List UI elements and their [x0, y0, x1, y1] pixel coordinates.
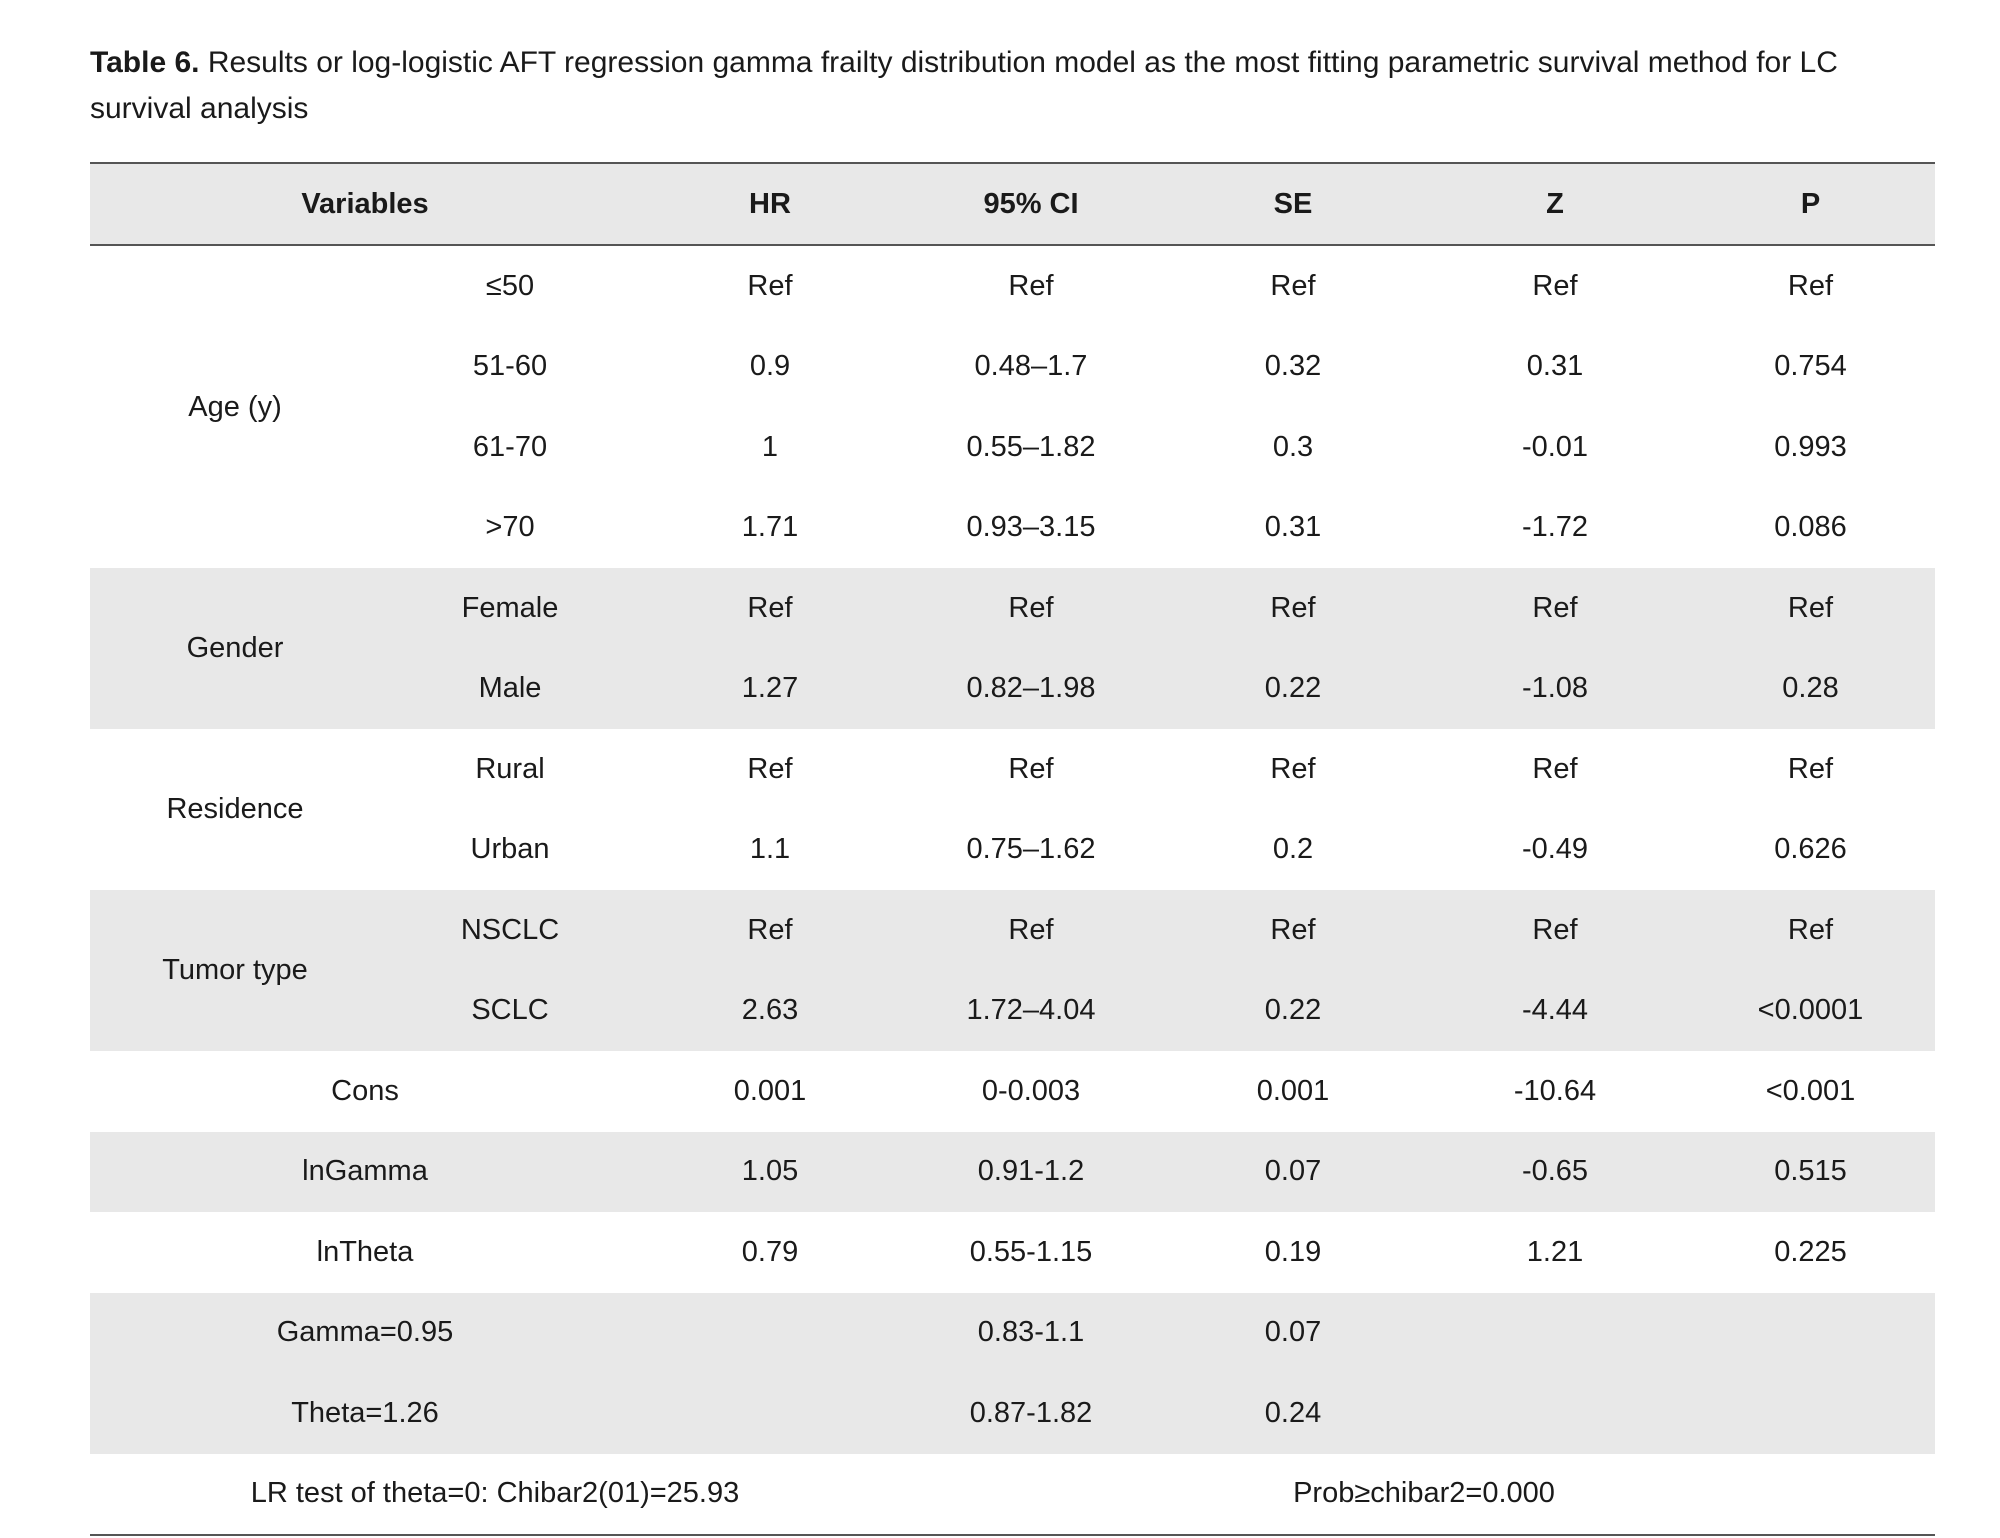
empty-cell — [1686, 1454, 1935, 1536]
level-cell: Female — [380, 568, 640, 649]
se-cell: 0.07 — [1162, 1132, 1424, 1213]
p-cell: 0.754 — [1774, 350, 1847, 383]
se-cell: 0.32 — [1264, 350, 1322, 383]
header-z: Z — [1424, 163, 1686, 245]
z-cell: 1.21 — [1526, 1235, 1584, 1268]
header-se: SE — [1162, 163, 1424, 245]
p-cell: Ref — [1686, 568, 1935, 649]
se-cell: 0.07 — [1162, 1293, 1424, 1374]
hr-cell: 1.71 — [741, 511, 799, 544]
p-cell: 0.515 — [1686, 1132, 1935, 1213]
ci-cell: 0.48–1.7 — [974, 350, 1088, 383]
table-row — [90, 568, 1935, 649]
table-row — [90, 890, 1935, 971]
table-caption — [90, 40, 1930, 132]
p-cell — [1686, 1373, 1935, 1454]
hr-cell: Ref — [640, 890, 900, 971]
level-cell: NSCLC — [380, 890, 640, 971]
p-cell: <0.0001 — [1686, 971, 1935, 1052]
level-cell: 51-60 — [472, 350, 548, 383]
table-row — [90, 1051, 1935, 1132]
hr-cell: Ref — [640, 568, 900, 649]
ci-cell: 1.72–4.04 — [900, 971, 1162, 1052]
ci-cell: 0.87-1.82 — [900, 1373, 1162, 1454]
z-cell: 0.31 — [1526, 350, 1584, 383]
p-cell: 0.626 — [1774, 833, 1847, 866]
se-cell: 0.24 — [1162, 1373, 1424, 1454]
z-cell: -1.72 — [1521, 511, 1589, 544]
level-cell: Rural — [475, 752, 545, 785]
header-hr: HR — [640, 163, 900, 245]
ci-cell: 0.93–3.15 — [966, 511, 1096, 544]
hr-cell: 2.63 — [640, 971, 900, 1052]
z-cell: -10.64 — [1513, 1074, 1597, 1107]
ci-cell: Ref — [1008, 752, 1054, 785]
level-cell: lnGamma — [90, 1132, 640, 1213]
p-cell — [1686, 1293, 1935, 1374]
ci-cell: 0.55-1.15 — [969, 1235, 1093, 1268]
table-row — [90, 1293, 1935, 1374]
hr-cell: 1.27 — [640, 649, 900, 730]
se-cell: 0.31 — [1264, 511, 1322, 544]
ci-cell: 0.55–1.82 — [966, 430, 1096, 463]
ci-cell: Ref — [900, 568, 1162, 649]
ci-cell: 0-0.003 — [981, 1074, 1081, 1107]
se-cell: Ref — [1162, 890, 1424, 971]
hr-cell: Ref — [747, 752, 793, 785]
group-label-tumor-type: Tumor type — [90, 890, 380, 1051]
z-cell — [1424, 1373, 1686, 1454]
hr-cell: Ref — [747, 269, 793, 302]
caption-label: Table 6. — [90, 46, 200, 79]
se-cell: 0.2 — [1272, 833, 1314, 866]
p-cell: 0.225 — [1774, 1235, 1847, 1268]
group-label-residence: Residence — [166, 793, 304, 825]
hr-cell: 1.05 — [640, 1132, 900, 1213]
se-cell: Ref — [1270, 269, 1316, 302]
p-cell: 0.086 — [1774, 511, 1847, 544]
z-cell: Ref — [1424, 568, 1686, 649]
z-cell: Ref — [1424, 890, 1686, 971]
table-row — [90, 1212, 1935, 1293]
group-label-age: Age (y) — [188, 390, 282, 423]
header-row — [90, 163, 1935, 245]
z-cell: -0.49 — [1521, 833, 1589, 866]
z-cell: Ref — [1532, 752, 1578, 785]
hr-cell: 0.9 — [749, 350, 791, 383]
se-cell: 0.19 — [1264, 1235, 1322, 1268]
level-cell: lnTheta — [316, 1235, 414, 1268]
hr-cell — [640, 1373, 900, 1454]
ci-cell: Ref — [900, 890, 1162, 971]
header-p: P — [1686, 163, 1935, 245]
level-cell: Urban — [470, 833, 550, 866]
table-row — [90, 1373, 1935, 1454]
z-cell: -1.08 — [1424, 649, 1686, 730]
hr-cell: 1.1 — [749, 833, 791, 866]
z-cell — [1424, 1293, 1686, 1374]
prob-cell: Prob≥chibar2=0.000 — [1162, 1454, 1686, 1536]
empty-cell — [900, 1454, 1162, 1536]
se-cell: 0.22 — [1162, 971, 1424, 1052]
ci-cell: 0.82–1.98 — [900, 649, 1162, 730]
caption-text: Results or log-logistic AFT regression gamma frailty distribution model as the most fitting parametric survival method for LC survival analysis — [90, 46, 1838, 125]
level-cell: 61-70 — [472, 430, 548, 463]
header-variables: Variables — [90, 163, 640, 245]
table-row — [90, 1132, 1935, 1213]
se-cell: Ref — [1270, 752, 1316, 785]
level-cell: Male — [380, 649, 640, 730]
ci-cell: Ref — [1008, 269, 1054, 302]
ci-cell: 0.83-1.1 — [900, 1293, 1162, 1374]
p-cell: 0.993 — [1774, 430, 1847, 463]
p-cell: <0.001 — [1765, 1074, 1856, 1107]
se-cell: 0.001 — [1256, 1074, 1330, 1107]
z-cell: Ref — [1532, 269, 1578, 302]
se-cell: Ref — [1162, 568, 1424, 649]
z-cell: -0.65 — [1424, 1132, 1686, 1213]
hr-cell: 0.79 — [741, 1235, 799, 1268]
se-cell: 0.3 — [1272, 430, 1314, 463]
ci-cell: 0.91-1.2 — [900, 1132, 1162, 1213]
z-cell: -0.01 — [1521, 430, 1589, 463]
level-cell: SCLC — [380, 971, 640, 1052]
z-cell: -4.44 — [1424, 971, 1686, 1052]
hr-cell — [640, 1293, 900, 1374]
level-cell: ≤50 — [485, 269, 535, 302]
hr-cell: 0.001 — [733, 1074, 807, 1107]
lr-test-cell: LR test of theta=0: Chibar2(01)=25.93 — [90, 1454, 900, 1536]
ci-cell: 0.75–1.62 — [966, 833, 1096, 866]
level-cell: >70 — [485, 511, 535, 544]
p-cell: Ref — [1787, 752, 1834, 785]
header-ci: 95% CI — [900, 163, 1162, 245]
table-row — [90, 729, 1935, 810]
table-footer-row — [90, 1454, 1935, 1536]
table-row — [90, 245, 1935, 327]
p-cell: Ref — [1686, 890, 1935, 971]
level-cell: Cons — [331, 1074, 399, 1107]
se-cell: 0.22 — [1162, 649, 1424, 730]
p-cell: Ref — [1787, 269, 1834, 302]
group-label-gender: Gender — [90, 568, 380, 729]
p-cell: 0.28 — [1686, 649, 1935, 730]
level-cell: Gamma=0.95 — [90, 1293, 640, 1374]
results-table — [90, 162, 1935, 1536]
hr-cell: 1 — [761, 430, 779, 463]
level-cell: Theta=1.26 — [90, 1373, 640, 1454]
